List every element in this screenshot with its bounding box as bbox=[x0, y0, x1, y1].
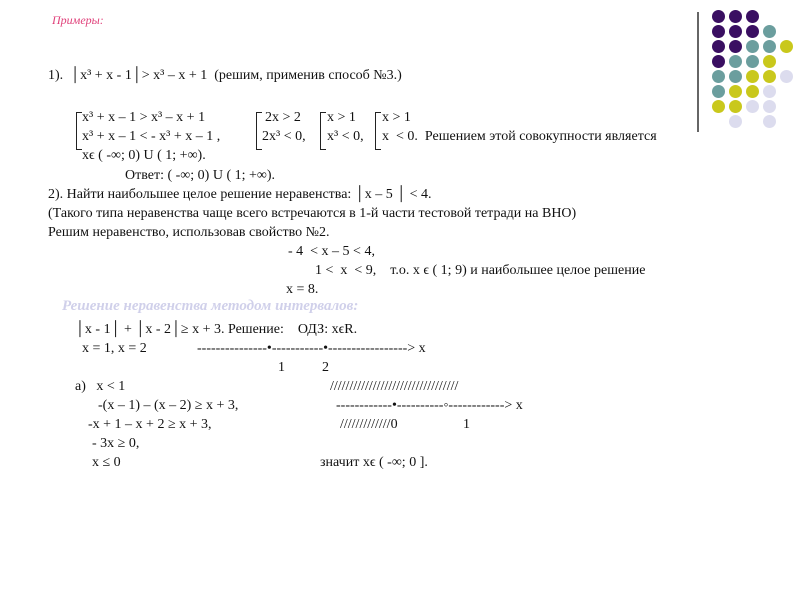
decor-divider bbox=[697, 12, 699, 132]
decor-dot bbox=[763, 55, 776, 68]
system-line: 2x > 2 bbox=[265, 110, 301, 125]
decor-dot bbox=[712, 85, 725, 98]
decor-dot bbox=[712, 25, 725, 38]
decor-dot bbox=[763, 85, 776, 98]
example2-method: Решим неравенство, использовав свойство №2. bbox=[48, 225, 330, 240]
bracket bbox=[375, 112, 381, 150]
decor-dot bbox=[712, 100, 725, 113]
hatch: /////////////0 bbox=[340, 417, 398, 432]
decor-dot bbox=[712, 70, 725, 83]
bracket bbox=[320, 112, 326, 150]
hatch: ///////////////////////////////// bbox=[330, 379, 459, 394]
decor-dot bbox=[746, 25, 759, 38]
decor-dot bbox=[729, 40, 742, 53]
decor-dot bbox=[746, 55, 759, 68]
decor-dot bbox=[746, 10, 759, 23]
decor-dot bbox=[763, 70, 776, 83]
system-line: 2x³ < 0, bbox=[262, 129, 306, 144]
decor-dot bbox=[780, 70, 793, 83]
system-line: x > 1 bbox=[327, 110, 356, 125]
decor-dot bbox=[729, 85, 742, 98]
number-axis: ------------•----------◦------------> x bbox=[336, 398, 523, 413]
example2-note: (Такого типа неравенства чаще всего встречаются в 1-й части тестовой тетради на ВНО) bbox=[48, 206, 577, 221]
decor-dot bbox=[729, 115, 742, 128]
decor-dot bbox=[729, 70, 742, 83]
example2-step: - 4 < x – 5 < 4, bbox=[288, 244, 375, 259]
example1-statement: 1). │x³ + x - 1│> x³ – x + 1 (решим, применив способ №3.) bbox=[48, 68, 402, 83]
decor-dot bbox=[763, 25, 776, 38]
solution-step: x ≤ 0 bbox=[92, 455, 121, 470]
decor-dot bbox=[746, 85, 759, 98]
system-line: x³ < 0, bbox=[327, 129, 364, 144]
decor-dot bbox=[746, 100, 759, 113]
axis-label: 2 bbox=[322, 360, 329, 375]
decor-dot bbox=[763, 40, 776, 53]
section-subtitle: Решение неравенства методом интервалов: bbox=[62, 298, 359, 314]
example3-roots: x = 1, x = 2 bbox=[82, 341, 147, 356]
system-line: x > 1 bbox=[382, 110, 411, 125]
decor-dot bbox=[729, 10, 742, 23]
decor-dot bbox=[763, 115, 776, 128]
example1-solution: xϵ ( -∞; 0) U ( 1; +∞). bbox=[82, 148, 206, 163]
decor-dot bbox=[729, 25, 742, 38]
decor-dot bbox=[729, 100, 742, 113]
decor-dot bbox=[780, 40, 793, 53]
solution-step: -x + 1 – x + 2 ≥ x + 3, bbox=[88, 417, 212, 432]
example2-step: 1 < x < 9, т.о. x ϵ ( 1; 9) и наибольшее целое решение bbox=[315, 263, 646, 278]
system-line: x³ + x – 1 < - x³ + x – 1 , bbox=[82, 129, 221, 144]
solution-step: -(x – 1) – (x – 2) ≥ x + 3, bbox=[98, 398, 239, 413]
conclusion: значит xϵ ( -∞; 0 ]. bbox=[320, 455, 428, 470]
axis-label: 1 bbox=[463, 417, 470, 432]
solution-step: - 3x ≥ 0, bbox=[92, 436, 140, 451]
example2-statement: 2). Найти наибольшее целое решение неравенства: │x – 5 │ < 4. bbox=[48, 187, 432, 202]
decor-dot bbox=[763, 100, 776, 113]
number-axis: ---------------•-----------•-----------------> x bbox=[197, 341, 426, 356]
system-line: x < 0. Решением этой совокупности является bbox=[382, 129, 657, 144]
system-line: x³ + x – 1 > x³ – x + 1 bbox=[82, 110, 206, 125]
case-a: а) x < 1 bbox=[75, 379, 126, 394]
decor-dot bbox=[712, 40, 725, 53]
decor-dot bbox=[712, 10, 725, 23]
example1-answer: Ответ: ( -∞; 0) U ( 1; +∞). bbox=[125, 168, 276, 183]
example3-statement: │x - 1│ + │x - 2│≥ x + 3. Решение: ОДЗ: xϵR. bbox=[75, 322, 358, 337]
decor-dot bbox=[729, 55, 742, 68]
slide-title: Примеры: bbox=[52, 13, 104, 27]
axis-label: 1 bbox=[278, 360, 285, 375]
example2-step: x = 8. bbox=[286, 282, 319, 297]
decor-dot bbox=[746, 40, 759, 53]
decor-dot bbox=[712, 55, 725, 68]
decor-dot bbox=[746, 70, 759, 83]
